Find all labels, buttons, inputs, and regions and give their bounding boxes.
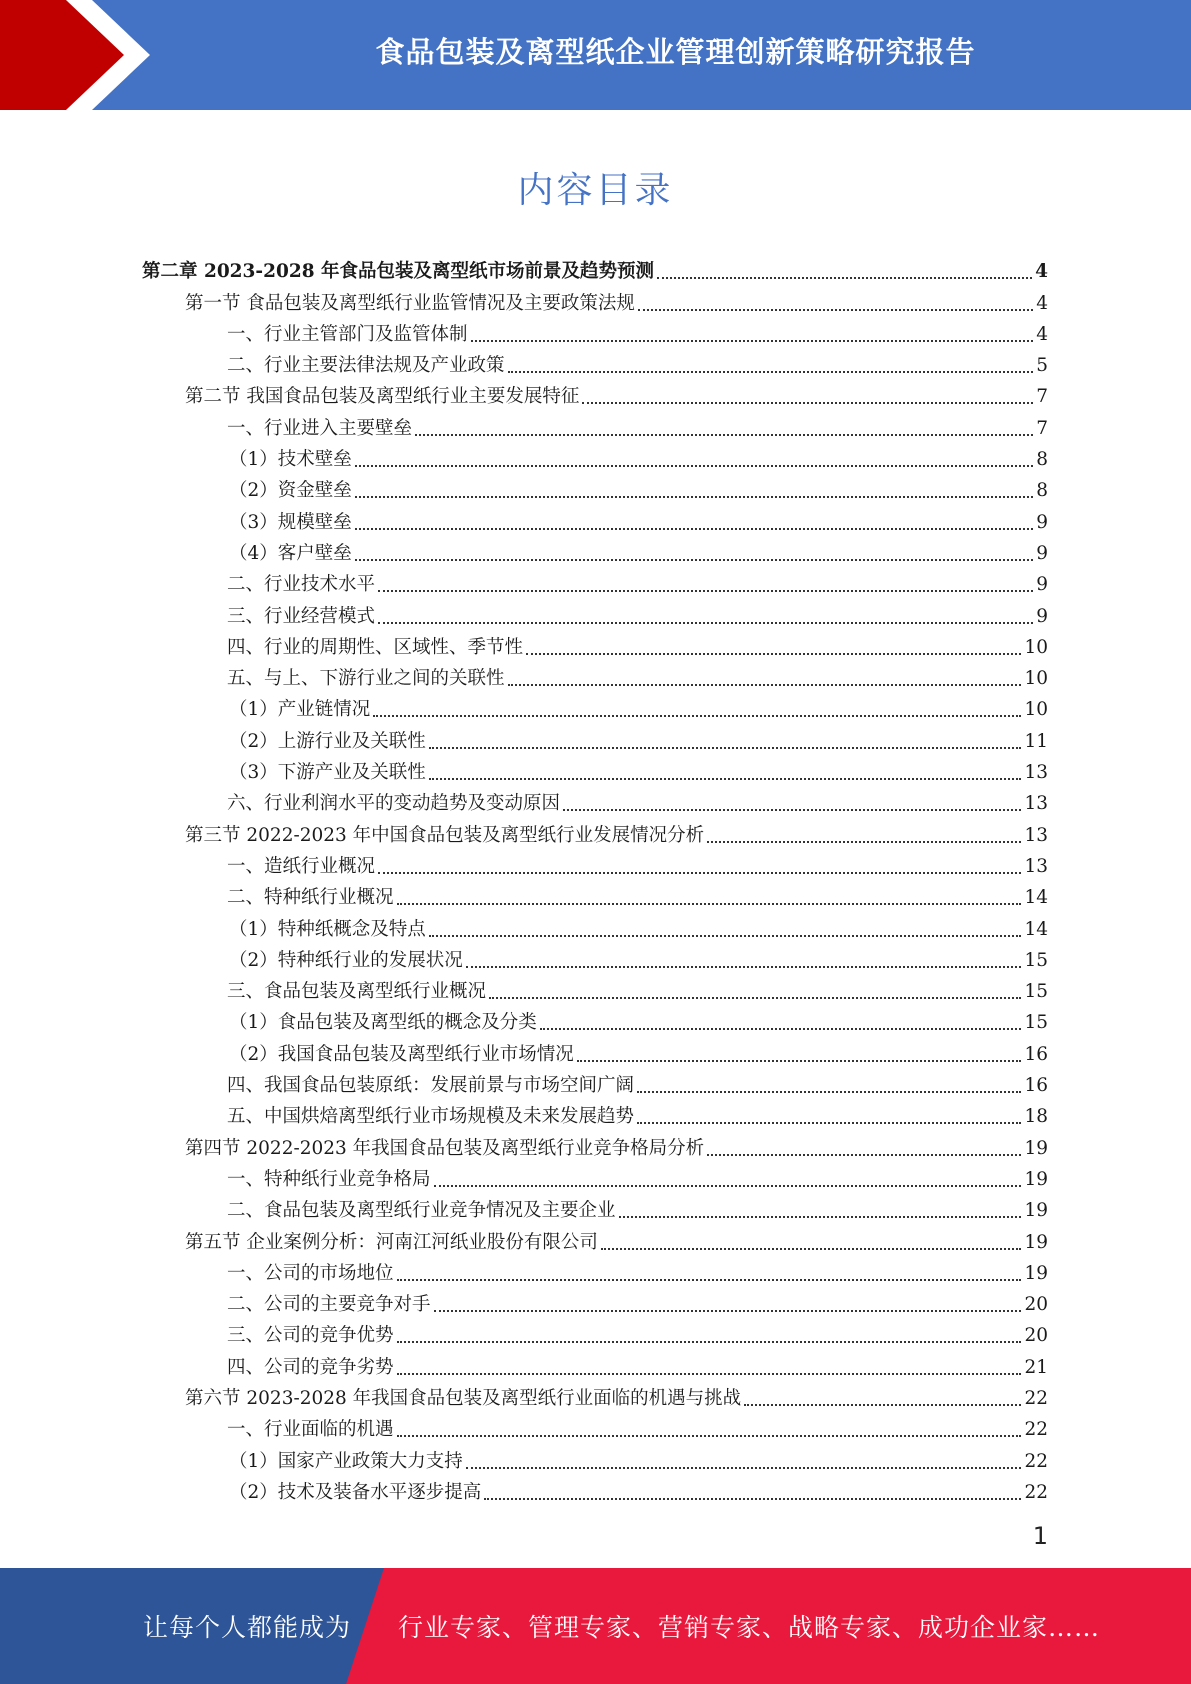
toc-dot-leader: [637, 1091, 1021, 1093]
toc-entry-page: 14: [1024, 887, 1048, 909]
toc-entry[interactable]: [142, 472, 1048, 503]
toc-entry-title: 一、行业面临的机遇: [227, 1419, 394, 1441]
toc-entry[interactable]: [142, 378, 1048, 409]
toc-dot-leader: [397, 1341, 1022, 1343]
toc-dot-leader: [466, 966, 1022, 968]
toc-dot-leader: [619, 1216, 1022, 1218]
toc-entry-title: （1）技术壁垒: [229, 449, 352, 471]
toc-entry[interactable]: [142, 566, 1048, 597]
toc-entry-page: 8: [1036, 480, 1048, 502]
toc-entry-page: 4: [1036, 292, 1048, 314]
toc-entry[interactable]: [142, 1161, 1048, 1192]
toc-entry-title: （4）客户壁垒: [229, 542, 352, 564]
toc-dot-leader: [434, 1310, 1022, 1312]
toc-entry-page: 21: [1024, 1356, 1048, 1378]
toc-entry-page: 4: [1035, 261, 1048, 283]
toc-entry[interactable]: [142, 973, 1048, 1004]
toc-entry-page: 7: [1036, 417, 1048, 439]
toc-entry[interactable]: [142, 1098, 1048, 1129]
toc-dot-leader: [378, 872, 1021, 874]
toc-entry[interactable]: [142, 722, 1048, 753]
toc-entry-title: 第四节 2022-2023 年我国食品包装及离型纸行业竞争格局分析: [185, 1137, 705, 1159]
toc-entry[interactable]: [142, 284, 1048, 315]
header-banner: [0, 0, 1191, 110]
toc-entry-page: 19: [1024, 1137, 1048, 1159]
toc-entry[interactable]: [142, 1442, 1048, 1473]
toc-entry-title: （3）规模壁垒: [229, 511, 352, 533]
toc-dot-leader: [563, 809, 1021, 811]
toc-entry-title: 五、与上、下游行业之间的关联性: [227, 668, 505, 690]
toc-dot-leader: [484, 1498, 1021, 1500]
toc-dot-leader: [466, 1467, 1022, 1469]
toc-entry-title: 三、行业经营模式: [227, 605, 376, 627]
toc-entry-page: 15: [1024, 949, 1048, 971]
toc-entry-title: 第三节 2022-2023 年中国食品包装及离型纸行业发展情况分析: [185, 824, 705, 846]
toc-entry[interactable]: [142, 409, 1048, 440]
toc-dot-leader: [526, 653, 1021, 655]
toc-dot-leader: [397, 1279, 1022, 1281]
toc-entry-title: 二、公司的主要竞争对手: [227, 1294, 431, 1316]
toc-entry-title: 一、造纸行业概况: [227, 855, 376, 877]
toc-entry-title: （2）上游行业及关联性: [229, 730, 426, 752]
toc-entry[interactable]: [142, 1004, 1048, 1035]
footer-banner: [0, 1568, 1191, 1684]
toc-entry-page: 9: [1036, 542, 1048, 564]
toc-entry-title: 三、食品包装及离型纸行业概况: [227, 981, 487, 1003]
toc-entry-page: 14: [1024, 918, 1048, 940]
toc-entry[interactable]: [142, 1317, 1048, 1348]
toc-dot-leader: [657, 277, 1032, 279]
toc-entry-title: 二、行业技术水平: [227, 574, 376, 596]
toc-entry-title: （1）食品包装及离型纸的概念及分类: [229, 1012, 537, 1034]
toc-dot-leader: [434, 1185, 1022, 1187]
footer-slogan-right: 行业专家、管理专家、营销专家、战略专家、成功企业家……: [398, 1613, 1101, 1642]
toc-entry-title: 一、特种纸行业竞争格局: [227, 1168, 431, 1190]
page-number: 1: [1032, 1522, 1048, 1550]
toc-entry-title: 二、行业主要法律法规及产业政策: [227, 355, 505, 377]
toc-entry-page: 19: [1024, 1262, 1048, 1284]
toc-dot-leader: [415, 434, 1033, 436]
toc-entry[interactable]: [142, 441, 1048, 472]
toc-entry-page: 8: [1036, 449, 1048, 471]
toc-entry-title: 四、公司的竞争劣势: [227, 1356, 394, 1378]
toc-entry-page: 10: [1024, 668, 1048, 690]
toc-entry[interactable]: [142, 535, 1048, 566]
toc-entry-title: （2）技术及装备水平逐步提高: [229, 1481, 482, 1503]
toc-entry-title: 第六节 2023-2028 年我国食品包装及离型纸行业面临的机遇与挑战: [185, 1387, 742, 1409]
toc-entry[interactable]: [142, 816, 1048, 847]
toc-entry[interactable]: [142, 253, 1048, 284]
toc-entry-page: 15: [1024, 1012, 1048, 1034]
footer-slogan-left: 让每个人都能成为: [143, 1613, 352, 1642]
table-of-contents: [142, 253, 1048, 1505]
toc-entry-page: 13: [1024, 824, 1048, 846]
toc-entry-page: 11: [1024, 730, 1048, 752]
toc-entry-title: （1）产业链情况: [229, 699, 371, 721]
toc-dot-leader: [378, 590, 1033, 592]
toc-dot-leader: [429, 778, 1022, 780]
toc-entry-page: 9: [1036, 574, 1048, 596]
toc-dot-leader: [471, 340, 1034, 342]
toc-entry-page: 22: [1024, 1419, 1048, 1441]
toc-entry-title: （2）特种纸行业的发展状况: [229, 949, 463, 971]
toc-dot-leader: [744, 1404, 1021, 1406]
toc-entry-title: 一、公司的市场地位: [227, 1262, 394, 1284]
toc-entry[interactable]: [142, 597, 1048, 628]
toc-dot-leader: [397, 903, 1022, 905]
toc-entry-title: 一、行业主管部门及监管体制: [227, 323, 468, 345]
toc-entry[interactable]: [142, 691, 1048, 722]
toc-dot-leader: [489, 997, 1021, 999]
toc-entry-page: 7: [1036, 386, 1048, 408]
toc-dot-leader: [508, 371, 1034, 373]
toc-dot-leader: [582, 402, 1033, 404]
toc-entry-title: 第二节 我国食品包装及离型纸行业主要发展特征: [185, 386, 580, 408]
toc-heading: 内容目录: [517, 170, 674, 211]
toc-entry-title: 二、食品包装及离型纸行业竞争情况及主要企业: [227, 1200, 616, 1222]
toc-entry[interactable]: [142, 1255, 1048, 1286]
toc-entry-page: 22: [1024, 1481, 1048, 1503]
toc-entry-page: 9: [1036, 605, 1048, 627]
toc-entry-page: 13: [1024, 762, 1048, 784]
toc-entry-title: （3）下游产业及关联性: [229, 762, 426, 784]
toc-entry-page: 10: [1024, 636, 1048, 658]
toc-entry-page: 19: [1024, 1168, 1048, 1190]
toc-entry[interactable]: [142, 1192, 1048, 1223]
toc-entry-title: （2）资金壁垒: [229, 480, 352, 502]
toc-dot-leader: [707, 841, 1021, 843]
toc-dot-leader: [378, 622, 1033, 624]
toc-dot-leader: [397, 1373, 1022, 1375]
toc-dot-leader: [355, 559, 1033, 561]
toc-entry-page: 9: [1036, 511, 1048, 533]
toc-entry-page: 19: [1024, 1231, 1048, 1253]
toc-dot-leader: [397, 1435, 1022, 1437]
toc-dot-leader: [355, 465, 1033, 467]
toc-dot-leader: [577, 1060, 1022, 1062]
toc-entry-page: 5: [1036, 355, 1048, 377]
toc-entry-page: 4: [1036, 323, 1048, 345]
toc-entry[interactable]: [142, 1129, 1048, 1160]
toc-entry-title: 四、我国食品包装原纸：发展前景与市场空间广阔: [227, 1075, 635, 1097]
toc-entry-page: 20: [1024, 1325, 1048, 1347]
toc-entry[interactable]: [142, 848, 1048, 879]
toc-entry-title: 第一节 食品包装及离型纸行业监管情况及主要政策法规: [185, 292, 635, 314]
toc-entry-title: 第五节 企业案例分析：河南江河纸业股份有限公司: [185, 1231, 598, 1253]
toc-entry-page: 10: [1024, 699, 1048, 721]
toc-dot-leader: [540, 1028, 1022, 1030]
toc-entry[interactable]: [142, 1067, 1048, 1098]
toc-entry[interactable]: [142, 754, 1048, 785]
toc-entry-title: （2）我国食品包装及离型纸行业市场情况: [229, 1043, 574, 1065]
toc-entry[interactable]: [142, 629, 1048, 660]
toc-dot-leader: [508, 684, 1022, 686]
toc-entry-title: 第二章 2023-2028 年食品包装及离型纸市场前景及趋势预测: [142, 261, 655, 283]
toc-entry-page: 15: [1024, 981, 1048, 1003]
toc-entry[interactable]: [142, 1348, 1048, 1379]
toc-entry-page: 18: [1024, 1106, 1048, 1128]
toc-entry[interactable]: [142, 910, 1048, 941]
toc-entry[interactable]: [142, 347, 1048, 378]
toc-dot-leader: [429, 935, 1022, 937]
toc-dot-leader: [355, 528, 1033, 530]
toc-dot-leader: [373, 715, 1021, 717]
toc-entry[interactable]: [142, 1223, 1048, 1254]
toc-entry-page: 20: [1024, 1294, 1048, 1316]
toc-entry[interactable]: [142, 1035, 1048, 1066]
toc-entry[interactable]: [142, 1286, 1048, 1317]
toc-entry[interactable]: [142, 942, 1048, 973]
toc-entry[interactable]: [142, 316, 1048, 347]
toc-dot-leader: [355, 496, 1033, 498]
toc-entry[interactable]: [142, 1380, 1048, 1411]
toc-entry[interactable]: [142, 879, 1048, 910]
toc-dot-leader: [601, 1248, 1022, 1250]
toc-entry-page: 16: [1024, 1075, 1048, 1097]
toc-entry-title: 四、行业的周期性、区域性、季节性: [227, 636, 524, 658]
toc-dot-leader: [637, 1122, 1021, 1124]
report-title: 食品包装及离型纸企业管理创新策略研究报告: [375, 34, 976, 69]
toc-entry-page: 22: [1024, 1387, 1048, 1409]
toc-entry-title: （1）国家产业政策大力支持: [229, 1450, 463, 1472]
toc-entry[interactable]: [142, 503, 1048, 534]
toc-entry-page: 13: [1024, 793, 1048, 815]
toc-entry-page: 16: [1024, 1043, 1048, 1065]
toc-entry-page: 13: [1024, 855, 1048, 877]
toc-entry-title: （1）特种纸概念及特点: [229, 918, 426, 940]
toc-entry-title: 三、公司的竞争优势: [227, 1325, 394, 1347]
toc-entry[interactable]: [142, 660, 1048, 691]
toc-entry-page: 22: [1024, 1450, 1048, 1472]
toc-dot-leader: [638, 309, 1033, 311]
toc-entry-title: 二、特种纸行业概况: [227, 887, 394, 909]
toc-entry-title: 一、行业进入主要壁垒: [227, 417, 413, 439]
toc-entry[interactable]: [142, 785, 1048, 816]
toc-entry[interactable]: [142, 1474, 1048, 1505]
toc-entry-page: 19: [1024, 1200, 1048, 1222]
toc-entry-title: 六、行业利润水平的变动趋势及变动原因: [227, 793, 561, 815]
toc-dot-leader: [429, 747, 1022, 749]
toc-entry[interactable]: [142, 1411, 1048, 1442]
toc-dot-leader: [707, 1154, 1021, 1156]
toc-entry-title: 五、中国烘焙离型纸行业市场规模及未来发展趋势: [227, 1106, 635, 1128]
